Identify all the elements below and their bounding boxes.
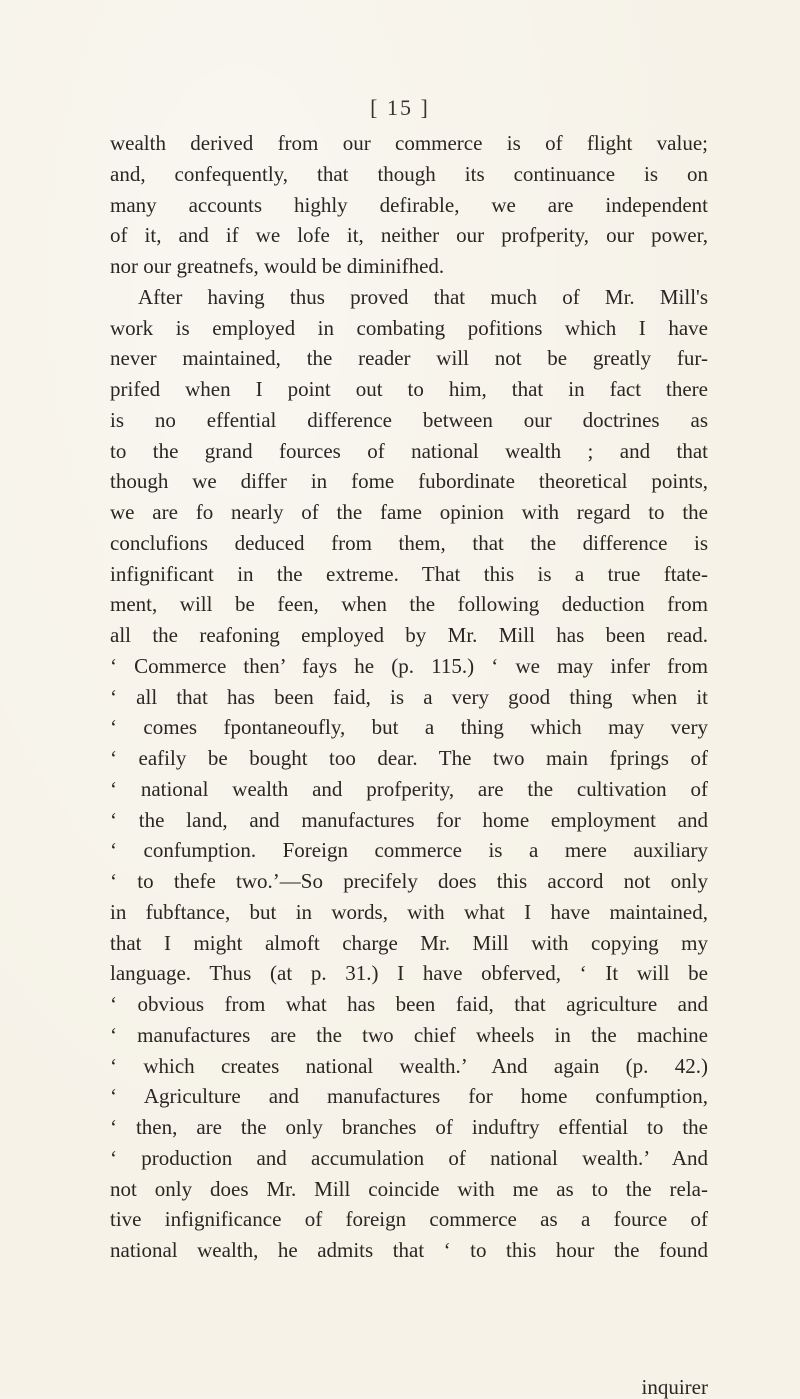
text-line: never maintained, the reader will not be greatly fur-	[110, 346, 708, 371]
text-line: that I might almoft charge Mr. Mill with copying my	[110, 930, 708, 955]
text-line: After having thus proved that much of Mr. Mill's	[138, 284, 708, 309]
text-line: ‘ which creates national wealth.’ And again (p. 42.)	[110, 1053, 708, 1078]
text-line: ‘ Commerce then’ fays he (p. 115.) ‘ we may infer from	[110, 653, 708, 678]
text-line: not only does Mr. Mill coincide with me as to the rela-	[110, 1176, 708, 1201]
text-line: all the reafoning employed by Mr. Mill has been read.	[110, 623, 708, 647]
text-line: language. Thus (at p. 31.) I have obferved, ‘ It will be	[110, 961, 708, 986]
text-line: conclufions deduced from them, that the difference is	[110, 530, 708, 555]
text-line: ‘ national wealth and profperity, are the cultivation of	[110, 776, 708, 801]
text-line: ‘ manufactures are the two chief wheels in the machine	[110, 1022, 708, 1047]
text-line: ment, will be feen, when the following deduction from	[110, 592, 708, 617]
text-line: ‘ obvious from what has been faid, that agriculture and	[110, 992, 708, 1016]
text-line: ‘ production and accumulation of national wealth.’ And	[110, 1145, 708, 1170]
text-line: we are fo nearly of the fame opinion with regard to the	[110, 500, 708, 524]
body-text	[110, 128, 708, 1266]
catchword: inquirer	[641, 1375, 708, 1399]
text-line: though we differ in fome fubordinate theoretical points,	[110, 469, 708, 494]
text-line: ‘ to thefe two.’—So precifely does this accord not only	[110, 869, 708, 893]
text-line: is no effential difference between our doctrines as	[110, 407, 708, 432]
text-line: prifed when I point out to him, that in fact there	[110, 377, 708, 401]
text-line: and, confequently, that though its continuance is on	[110, 161, 708, 186]
text-line: tive infignificance of foreign commerce as a fource of	[110, 1207, 708, 1232]
text-line: ‘ all that has been faid, is a very good thing when it	[110, 684, 708, 709]
text-line: of it, and if we lofe it, neither our profperity, our power,	[110, 223, 708, 248]
text-line: to the grand fources of national wealth ; and that	[110, 438, 708, 463]
text-line: national wealth, he admits that ‘ to this hour the found	[110, 1238, 708, 1262]
text-line: wealth derived from our commerce is of flight value;	[110, 131, 708, 155]
text-line: ‘ comes fpontaneoufly, but a thing which may very	[110, 715, 708, 740]
text-line: ‘ then, are the only branches of induftry effential to the	[110, 1115, 708, 1139]
page-number-header: [ 15 ]	[370, 95, 430, 120]
text-line: ‘ confumption. Foreign commerce is a mere auxiliary	[110, 838, 708, 863]
text-line: ‘ eafily be bought too dear. The two main fprings of	[110, 746, 708, 770]
text-line: many accounts highly defirable, we are independent	[110, 192, 708, 217]
text-line: infignificant in the extreme. That this is a true ftate-	[110, 561, 708, 586]
text-line: ‘ Agriculture and manufactures for home confumption,	[110, 1084, 708, 1109]
text-line: nor our greatnefs, would be diminifhed.	[110, 254, 445, 278]
text-line: work is employed in combating pofitions which I have	[110, 315, 708, 340]
text-line: in fubftance, but in words, with what I have maintained,	[110, 899, 708, 924]
text-line: ‘ the land, and manufactures for home employment and	[110, 807, 708, 832]
